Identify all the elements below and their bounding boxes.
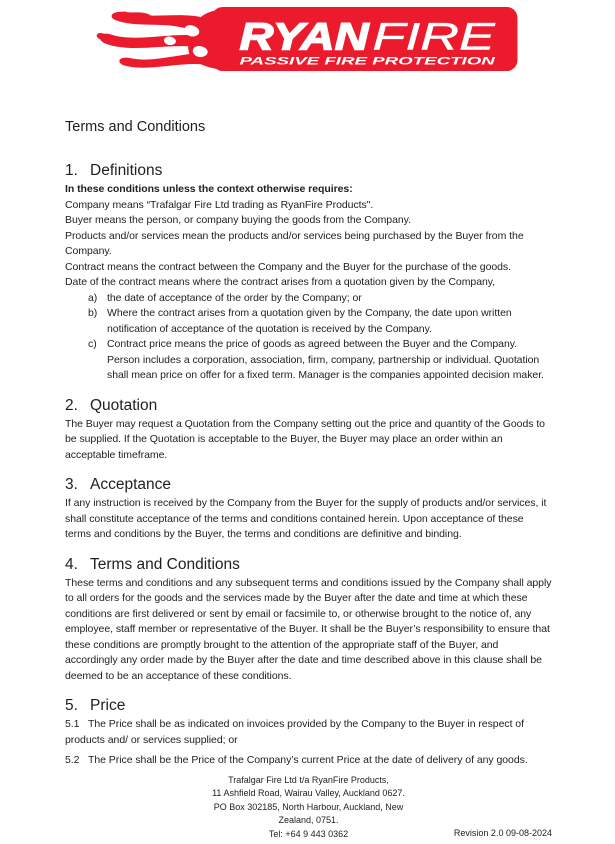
section-number: 1. <box>65 162 78 179</box>
logo-brand-secondary: FIRE <box>372 15 496 59</box>
price-clause-5-1 <box>65 717 552 748</box>
list-item-a <box>88 291 552 307</box>
section-heading-terms <box>65 555 552 575</box>
definitions-paragraph: Buyer means the person, or company buying the goods from the Company. <box>65 214 411 226</box>
section-terms-and-conditions <box>65 555 552 685</box>
list-text: Contract price means the price of goods as agreed between the Buyer and the Company. Person includes a corporation, association, firm, company, partnership or individual. Quotation shall mean price on offer for a fixed term. Manager is the companies appointed decision maker. <box>107 338 544 381</box>
clause-number: 5.2 <box>65 753 80 766</box>
list-text: Where the contract arises from a quotation given by the Company, the date upon written notification of acceptance of the quotation is received by the Company. <box>107 307 512 335</box>
document-body <box>0 118 615 768</box>
definitions-paragraph: Company means “Trafalgar Fire Ltd trading as RyanFire Products". <box>65 198 374 211</box>
footer-address-line: PO Box 302185, North Harbour, Auckland, New <box>213 801 404 812</box>
section-number: 5. <box>65 697 78 714</box>
list-text: the date of acceptance of the order by the Company; or <box>107 291 362 304</box>
footer-phone-line: Tel: +64 9 443 0362 <box>268 828 349 839</box>
section-heading-acceptance <box>65 475 552 495</box>
definitions-paragraph: Contract means the contract between the Company and the Buyer for the purchase of the goods. <box>65 260 512 273</box>
page-footer <box>65 774 552 841</box>
logo-tagline: PASSIVE FIRE PROTECTION <box>239 55 496 68</box>
section-name: Acceptance <box>90 476 171 493</box>
ryanfire-flame-logo-icon <box>94 5 521 74</box>
page-title: Terms and Conditions <box>65 119 206 135</box>
definitions-paragraph: Products and/or services mean the products and/or services being purchased by the Buyer from the Company. <box>65 229 524 257</box>
logo-header <box>0 0 615 74</box>
section-price <box>65 696 552 768</box>
list-marker: c) <box>88 338 97 350</box>
footer-address-line: 11 Ashfield Road, Wairau Valley, Auckland 0627. <box>212 788 405 799</box>
acceptance-paragraph: If any instruction is received by the Company from the Buyer for the supply of products and/or services, it shall constitute acceptance of the terms and conditions contained herein. Upon acceptance of these terms and conditions by the Buyer, the terms and conditions are definitive and binding. <box>65 497 547 540</box>
section-heading-price <box>65 696 552 716</box>
list-item-b <box>88 306 552 337</box>
clause-number: 5.1 <box>65 718 80 730</box>
revision-label: Revision 2.0 09-08-2024 <box>453 827 552 838</box>
clause-text: The Price shall be the Price of the Company’s current Price at the date of delivery of any goods. <box>88 753 528 766</box>
footer-address-line: Zealand, 0751. <box>278 815 339 826</box>
section-name: Definitions <box>90 162 163 179</box>
section-name: Terms and Conditions <box>90 555 240 573</box>
definitions-lead: In these conditions unless the context otherwise requires: <box>65 183 353 195</box>
list-item-c <box>88 337 552 384</box>
section-name: Quotation <box>90 396 158 414</box>
section-name: Price <box>90 697 126 714</box>
section-definitions <box>65 161 552 384</box>
list-marker: b) <box>88 307 98 319</box>
footer-address-line: Trafalgar Fire Ltd t/a RyanFire Products, <box>228 775 389 785</box>
clause-text: The Price shall be as indicated on invoices provided by the Company to the Buyer in respect of products and/ or services supplied; or <box>65 718 524 746</box>
section-number: 2. <box>65 396 78 414</box>
definitions-paragraph: Date of the contract means where the contract arises from a quotation given by the Company, <box>65 276 496 288</box>
section-acceptance <box>65 475 552 543</box>
section-heading-definitions <box>65 161 552 181</box>
logo-brand-primary: RYAN <box>239 15 371 59</box>
list-marker: a) <box>88 291 98 304</box>
section-heading-quotation <box>65 396 552 416</box>
terms-paragraph: These terms and conditions and any subsequent terms and conditions issued by the Company shall apply to all orders for the goods and the services made by the Buyer after the date and time at which these conditions are first delivered or sent by email or facsimile to, or otherwise brought to the notice of, any employee, staff member or representative of the Buyer. It shall be the Buyer’s responsibility to ensure that these conditions are promptly brought to the attention of the appropriate staff of the Buyer, and accordingly any order made by the Buyer after the date and time described above in this clause shall be deemed to be an acceptance of these conditions. <box>65 576 552 682</box>
section-quotation <box>65 396 552 464</box>
section-number: 3. <box>65 476 78 493</box>
quotation-paragraph: The Buyer may request a Quotation from the Company setting out the price and quantity of the Goods to be supplied. If the Quotation is acceptable to the Buyer, the Buyer may place an order within an acceptable timeframe. <box>65 417 545 461</box>
price-clause-5-2 <box>65 753 552 769</box>
section-number: 4. <box>65 555 78 573</box>
